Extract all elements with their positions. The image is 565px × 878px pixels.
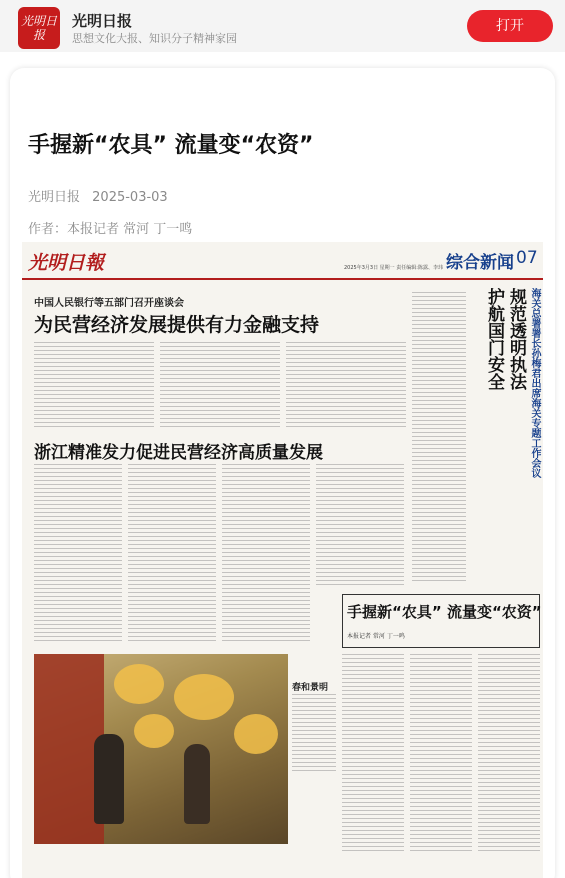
body-text-block (412, 292, 466, 582)
body-text-block (342, 654, 404, 854)
body-text-block (286, 342, 406, 430)
article-author: 作者：本报记者 常河 丁一鸣 (28, 222, 193, 237)
app-banner (0, 0, 565, 52)
body-text-block (478, 654, 540, 854)
article-source: 光明日报 (28, 190, 81, 205)
photo-person (94, 734, 124, 824)
article-date: 2025-03-03 (92, 190, 168, 205)
newspaper-page-number: 07 (516, 248, 538, 268)
app-slogan: 思想文化大报、知识分子精神家园 (72, 32, 237, 45)
boxed-article-title: 手握新“农具” 流量变“农资” (347, 603, 542, 621)
photo-person (184, 744, 210, 824)
photo-blossom (114, 664, 164, 704)
body-text-block (222, 464, 310, 644)
boxed-article-byline: 本报记者 常河 丁一鸣 (347, 633, 405, 640)
open-app-button[interactable]: 打开 (467, 10, 553, 42)
newspaper-headline-2: 浙江精准发力促进民营经济高质量发展 (34, 443, 323, 463)
article-title: 手握新“农具” 流量变“农资” (28, 133, 314, 158)
newspaper-dateline: 2025年3月3日 星期一 责任编辑:陈露、李玮 (344, 265, 443, 271)
vertical-headline-2: 护航国门安全 (484, 288, 504, 390)
newspaper-kicker: 中国人民银行等五部门召开座谈会 (34, 298, 184, 309)
article-meta (28, 186, 176, 205)
newspaper-page-image[interactable] (22, 242, 543, 878)
photo-blossom (234, 714, 278, 754)
newspaper-photo (34, 654, 288, 844)
body-text-block (316, 464, 404, 586)
newspaper-section: 综合新闻 (446, 253, 514, 273)
body-text-block (34, 464, 122, 644)
newspaper-masthead: 光明日報 (28, 252, 105, 274)
newspaper-headline-1: 为民营经济发展提供有力金融支持 (34, 314, 320, 336)
photo-caption-text (292, 694, 336, 774)
photo-blossom (174, 674, 234, 720)
body-text-block (160, 342, 280, 430)
newspaper-header (22, 242, 543, 280)
body-text-block (128, 464, 216, 644)
body-text-block (34, 342, 154, 430)
vertical-headline-1: 规范透明执法 (506, 288, 526, 390)
app-logo[interactable]: 光明日报 (18, 7, 60, 49)
boxed-article (342, 594, 540, 648)
vertical-kicker: 海关总署署长孙梅君出席海关专题工作会议 (529, 288, 540, 478)
photo-caption-title: 春和景明 (292, 683, 329, 693)
photo-blossom (134, 714, 174, 748)
body-text-block (410, 654, 472, 854)
app-name: 光明日报 (72, 12, 133, 30)
